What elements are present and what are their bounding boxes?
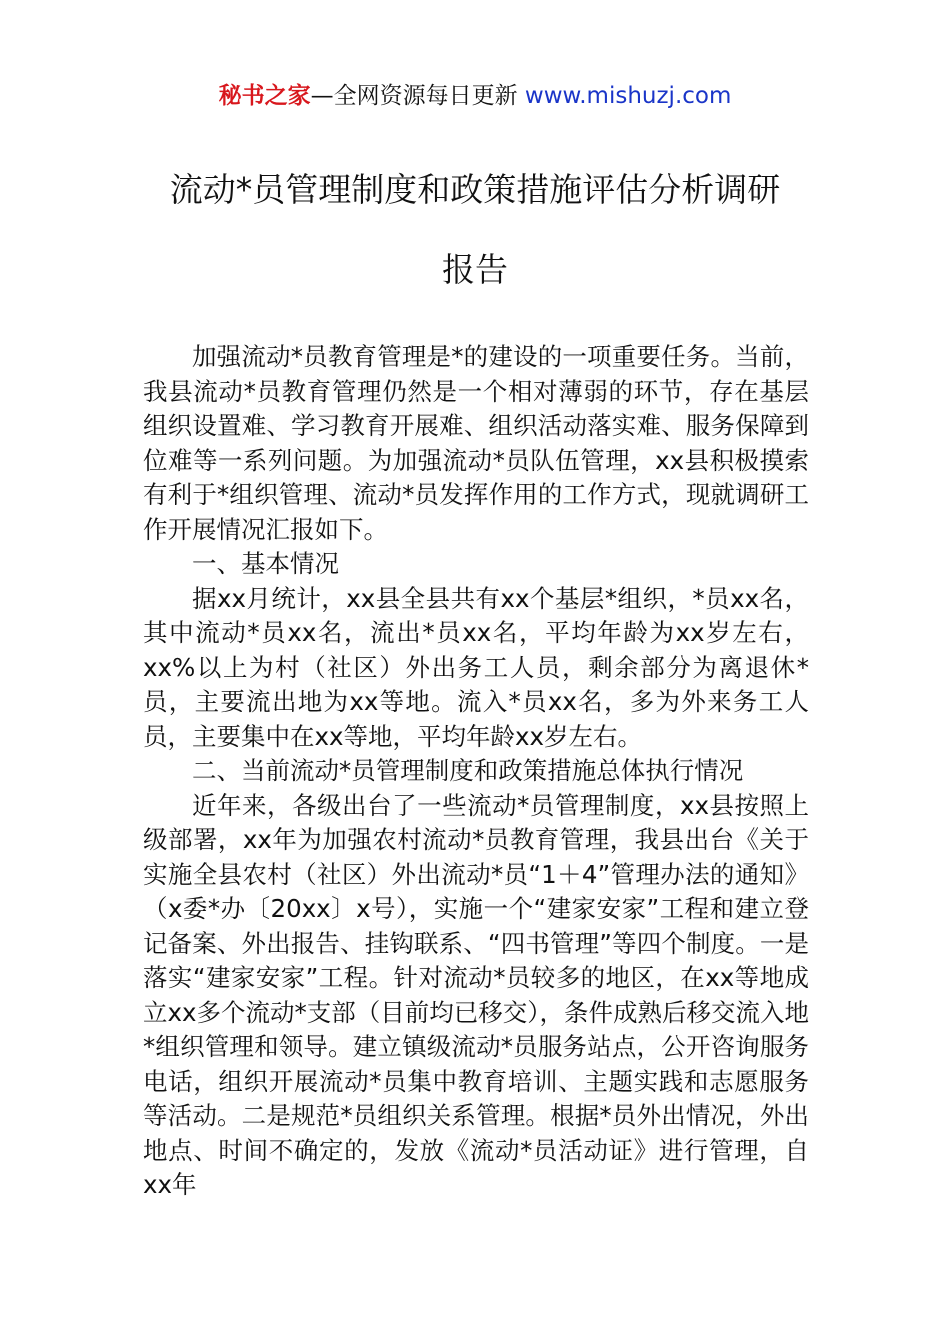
section-heading-implementation: 二、当前流动*员管理制度和政策措施总体执行情况 [192, 756, 744, 785]
site-header [0, 80, 950, 112]
paragraph-basic-info: 据xx月统计，xx县全县共有xx个基层*组织，*员xx名，其中流动*员xx名，流出*员xx名，平均年龄为xx岁左右，xx%以上为村（社区）外出务工人员，剩余部分为离退休*员，主要流出地为xx等地。流入*员xx名，多为外来务工人员，主要集中在xx等地，平均年龄xx岁左右。 [143, 583, 809, 751]
document-body [143, 340, 809, 1203]
paragraph-intro: 加强流动*员教育管理是*的建设的一项重要任务。当前，我县流动*员教育管理仍然是一个相对薄弱的环节，存在基层组织设置难、学习教育开展难、组织活动落实难、服务保障到位难等一系列问题。为加强流动*员队伍管理，xx县积极摸索有利于*组织管理、流动*员发挥作用的工作方式，现就调研工作开展情况汇报如下。 [143, 342, 809, 544]
site-tagline: —全网资源每日更新 [310, 83, 525, 109]
paragraph-implementation: 近年来，各级出台了一些流动*员管理制度，xx县按照上级部署，xx年为加强农村流动*员教育管理，我县出台《关于实施全县农村（社区）外出流动*员“1＋4”管理办法的通知》（x委*办〔20xx〕x号），实施一个“建家安家”工程和建立登记备案、外出报告、挂钩联系、“四书管理”等四个制度。一是落实“建家安家”工程。针对流动*员较多的地区，在xx等地成立xx多个流动*支部（目前均已移交），条件成熟后移交流入地*组织管理和领导。建立镇级流动*员服务站点，公开咨询服务电话，组织开展流动*员集中教育培训、主题实践和志愿服务等活动。二是规范*员组织关系管理。根据*员外出情况，外出地点、时间不确定的，发放《流动*员活动证》进行管理，自xx年 [143, 790, 809, 1199]
section-heading-basic: 一、基本情况 [192, 549, 339, 578]
site-brand: 秘书之家 [218, 83, 311, 109]
document-title [100, 150, 850, 310]
title-line-2: 报告 [442, 250, 508, 289]
title-line-1: 流动*员管理制度和政策措施评估分析调研 [169, 170, 781, 209]
site-url-link[interactable]: www.mishuzj.com [524, 83, 732, 109]
